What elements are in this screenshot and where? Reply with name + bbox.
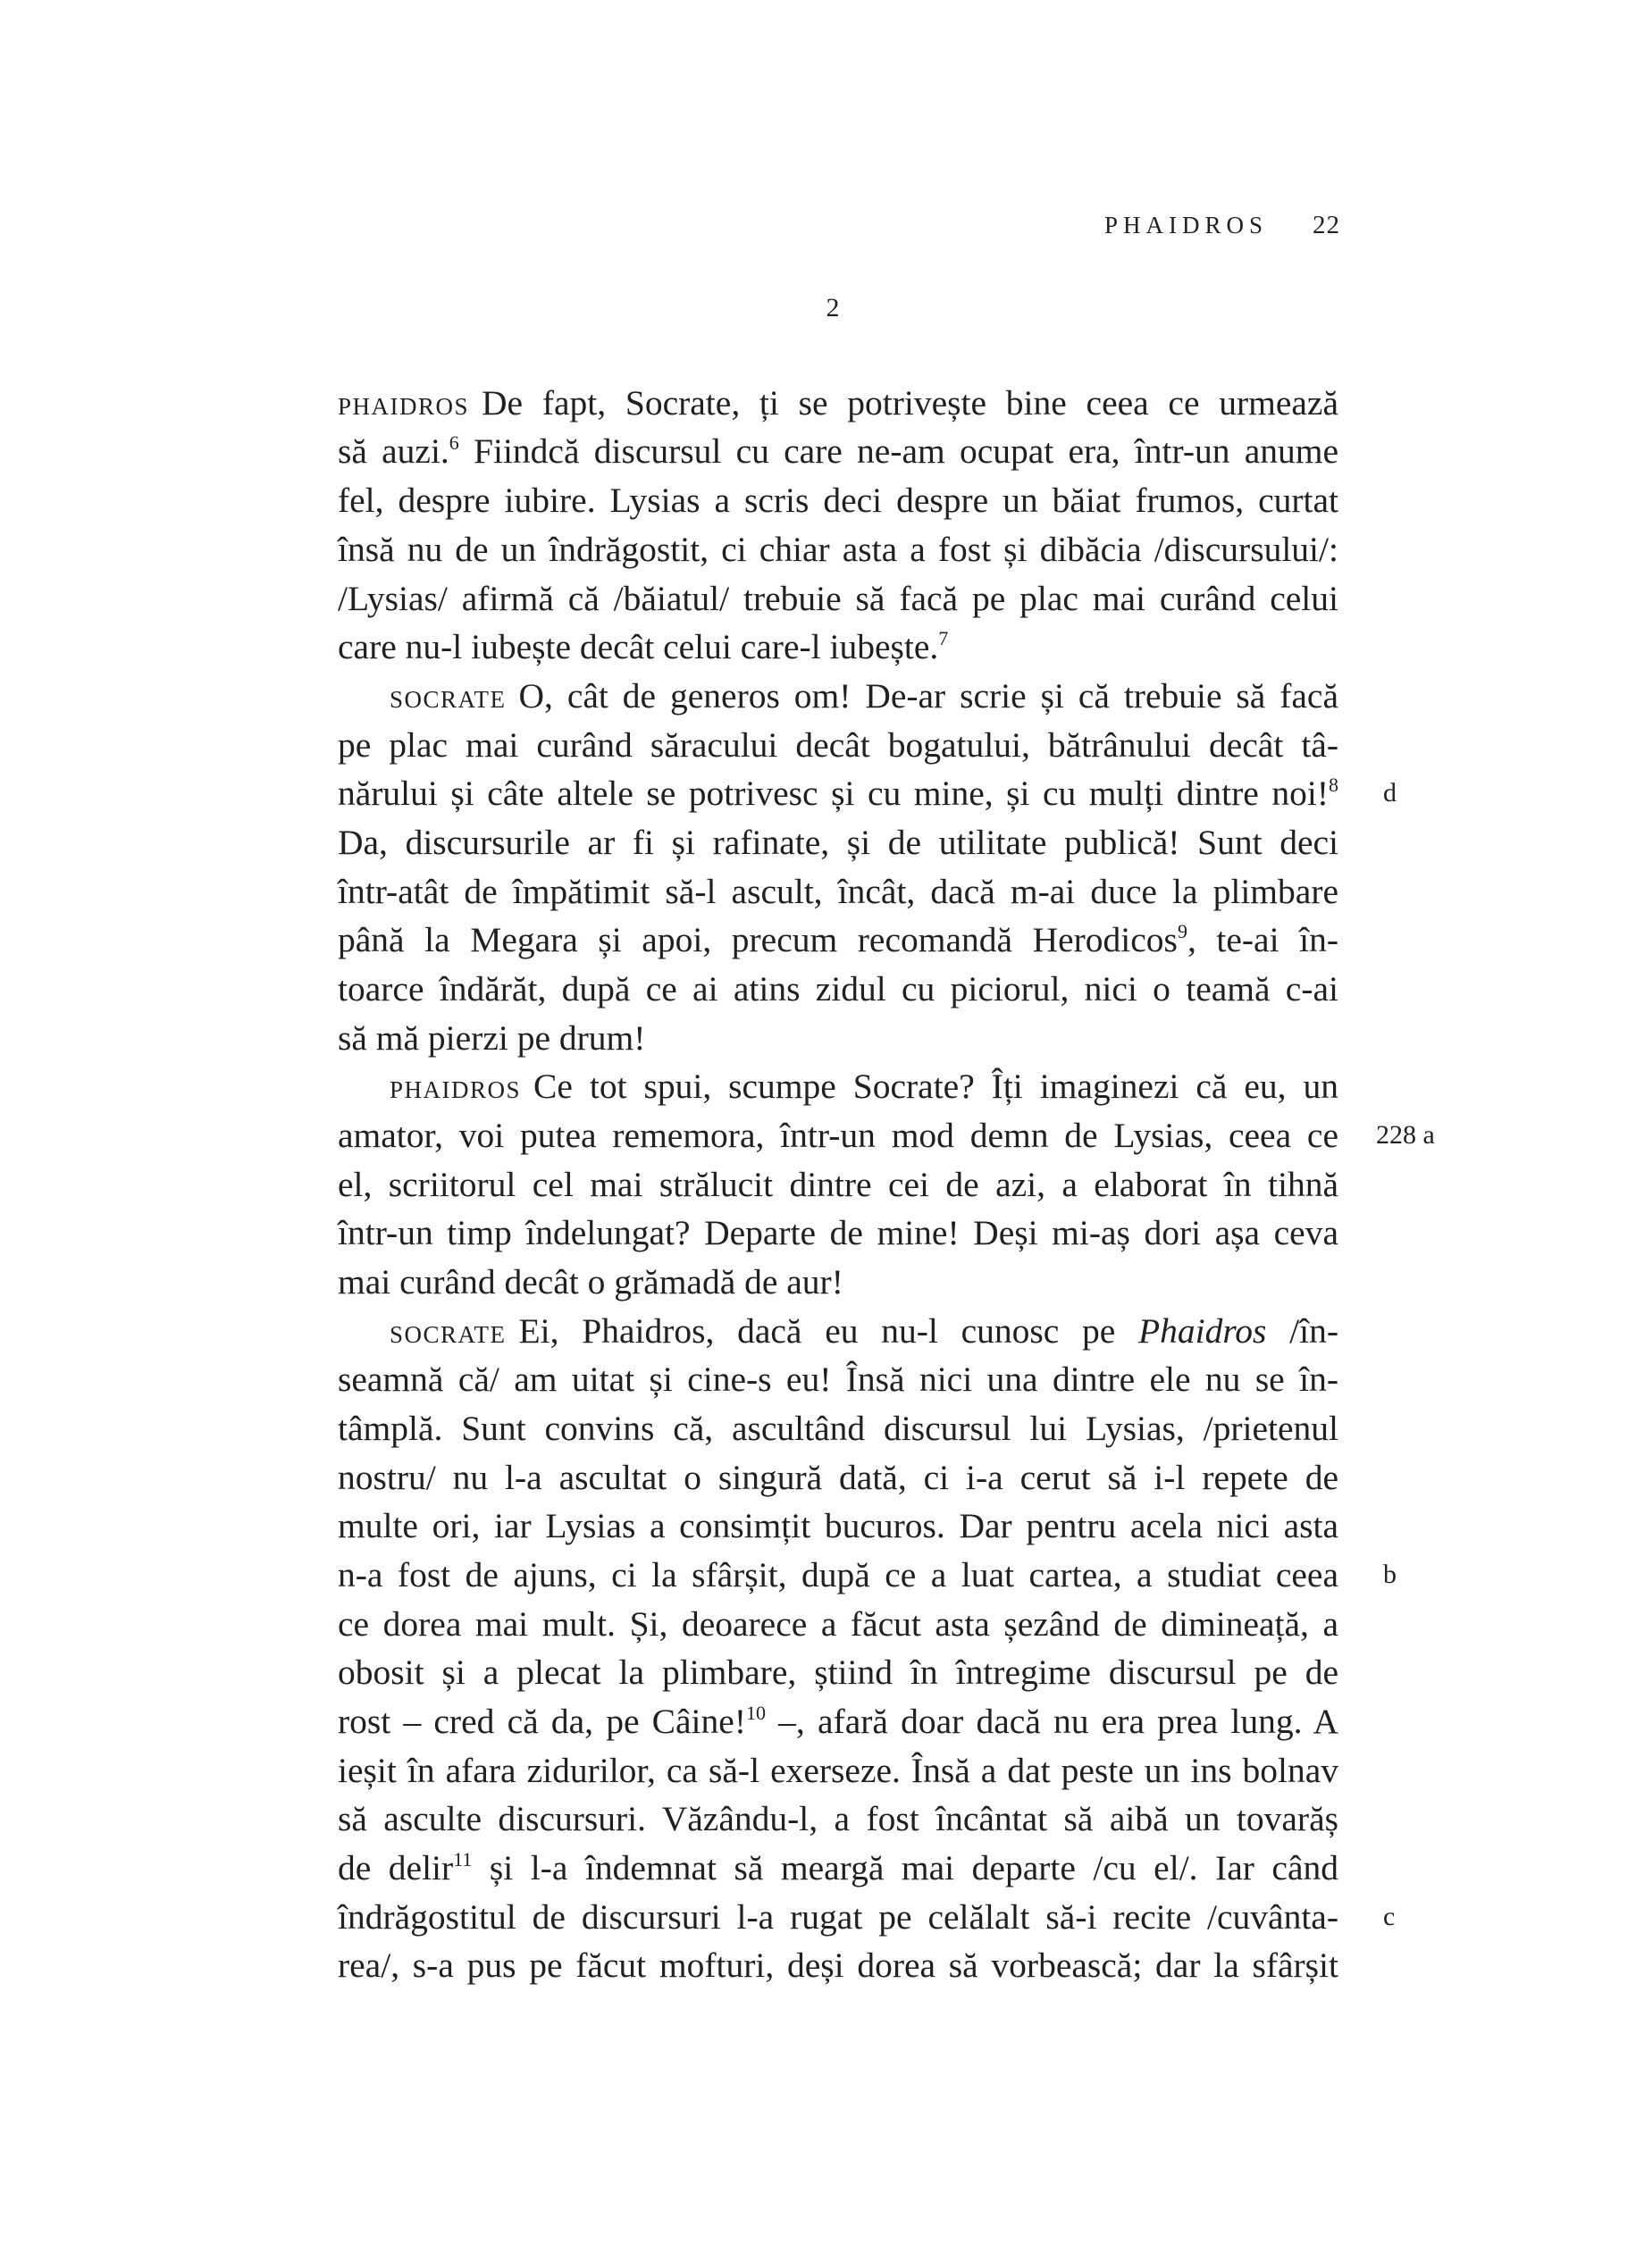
margin-marker: d — [1383, 778, 1397, 808]
line-text: rost – cred că da, pe Câine! — [338, 1702, 746, 1741]
footnote-ref: 10 — [745, 1702, 766, 1724]
line-text: de delir — [338, 1848, 454, 1887]
text-line: să mă pierzi pe drum! — [338, 1018, 646, 1058]
text-line: amator, voi putea rememora, într-un mod demn de Lysias, ceea ce — [338, 1116, 1338, 1155]
margin-marker: 228 a — [1376, 1120, 1435, 1150]
italic-name: Phaidros — [1138, 1311, 1267, 1351]
line-text: care nu-l iubește decât celui care-l iubește. — [338, 627, 939, 666]
text-line — [390, 1307, 1338, 1355]
margin-marker: b — [1383, 1560, 1397, 1589]
running-head — [1054, 211, 1340, 250]
line-text: Fiindcă discursul cu care ne-am ocupat era, într-un anume — [458, 431, 1338, 471]
text-line — [338, 916, 1338, 964]
text-line: seamnă că/ am uitat și cine-s eu! Însă nici una dintre ele nu se în- — [338, 1360, 1338, 1399]
text-line: într-atât de împătimit să-l ascult, încât, dacă m-ai duce la plimbare — [338, 872, 1338, 911]
line-text: /în- — [1266, 1311, 1338, 1351]
text-line: nostru/ nu l-a ascultat o singură dată, ci i-a cerut să i-l repete de — [338, 1458, 1338, 1497]
text-line: Da, discursurile ar fi și rafinate, și de utilitate publică! Sunt deci — [338, 823, 1338, 862]
text-line: pe plac mai curând săracului decât bogatului, bătrânului decât tâ- — [338, 725, 1338, 765]
text-line — [338, 623, 1338, 671]
speaker-label: socrate — [390, 1312, 507, 1351]
text-line — [338, 427, 1338, 475]
text-line — [390, 1062, 1338, 1110]
line-text: , te-ai în- — [1187, 920, 1338, 959]
footnote-ref: 6 — [449, 431, 459, 454]
text-line: îndrăgostitul de discursuri l-a rugat pe celălalt să-i recite /cuvânta- — [338, 1897, 1338, 1937]
text-line — [338, 1697, 1338, 1745]
line-text: până la Megara și apoi, precum recomandă Herodicos — [338, 920, 1178, 959]
text-line: într-un timp îndelungat? Departe de mine! Deși mi-aș dori așa ceva — [338, 1213, 1338, 1252]
text-line — [390, 672, 1338, 720]
text-line: rea/, s-a pus pe făcut mofturi, deși dorea să vorbească; dar la sfârșit — [338, 1946, 1338, 1985]
footnote-ref: 9 — [1177, 920, 1187, 942]
line-text: Ei, Phaidros, dacă eu nu-l cunosc pe — [518, 1311, 1139, 1351]
line-text: nărului și câte altele se potrivesc și cu mine, și cu mulți dintre noi! — [338, 774, 1329, 813]
speaker-label: phaidros — [338, 384, 470, 423]
text-line: tâmplă. Sunt convins că, ascultând discursul lui Lysias, /prietenul — [338, 1409, 1338, 1448]
footnote-ref: 11 — [453, 1848, 473, 1870]
text-line: n-a fost de ajuns, ci la sfârșit, după ce a luat cartea, a studiat ceea — [338, 1555, 1338, 1594]
line-text: Ce tot spui, scumpe Socrate? Îți imaginezi că eu, un — [533, 1067, 1338, 1106]
text-line: ieșit în afara zidurilor, ca să-l exerseze. Însă a dat peste un ins bolnav — [338, 1751, 1338, 1790]
text-line: toarce îndărăt, după ce ai atins zidul cu piciorul, nici o teamă c-ai — [338, 969, 1338, 1008]
text-line: multe ori, iar Lysias a consimțit bucuros. Dar pentru acela nici asta — [338, 1506, 1338, 1545]
text-line: ce dorea mai mult. Și, deoarece a făcut asta șezând de dimineață, a — [338, 1604, 1338, 1644]
footnote-ref: 7 — [938, 627, 949, 649]
text-line: fel, despre iubire. Lysias a scris deci despre un băiat frumos, curtat — [338, 481, 1338, 520]
line-text: –, afară doar dacă nu era prea lung. A — [765, 1702, 1338, 1741]
running-title: PHAIDROS — [1103, 212, 1268, 239]
line-text: De fapt, Socrate, ți se potrivește bine ceea ce urmează — [482, 383, 1338, 423]
page-number: 22 — [1313, 211, 1340, 239]
text-line — [338, 379, 1338, 427]
line-text: O, cât de generos om! De-ar scrie și că trebuie să facă — [518, 676, 1338, 716]
text-line: însă nu de un îndrăgostit, ci chiar asta a fost și dibăcia /discursului/: — [338, 530, 1338, 569]
line-text: și l-a îndemnat să meargă mai departe /cu el/. Iar când — [472, 1848, 1338, 1887]
section-number: 2 — [826, 293, 840, 322]
text-line: mai curând decât o grămadă de aur! — [338, 1262, 843, 1301]
text-line: el, scriitorul cel mai strălucit dintre cei de azi, a elaborat în tihnă — [338, 1165, 1338, 1204]
text-line: /Lysias/ afirmă că /băiatul/ trebuie să facă pe plac mai curând celui — [338, 579, 1338, 618]
text-line: obosit și a plecat la plimbare, știind în întregime discursul pe de — [338, 1653, 1338, 1692]
speaker-label: socrate — [390, 677, 507, 716]
footnote-ref: 8 — [1329, 774, 1338, 796]
text-line — [338, 769, 1338, 817]
text-line — [338, 1844, 1338, 1892]
margin-marker: c — [1383, 1902, 1396, 1931]
line-text: să auzi. — [338, 431, 449, 471]
text-line: să asculte discursuri. Văzându-l, a fost încântat să aibă un tovarăș — [338, 1799, 1338, 1838]
speaker-label: phaidros — [390, 1067, 522, 1106]
